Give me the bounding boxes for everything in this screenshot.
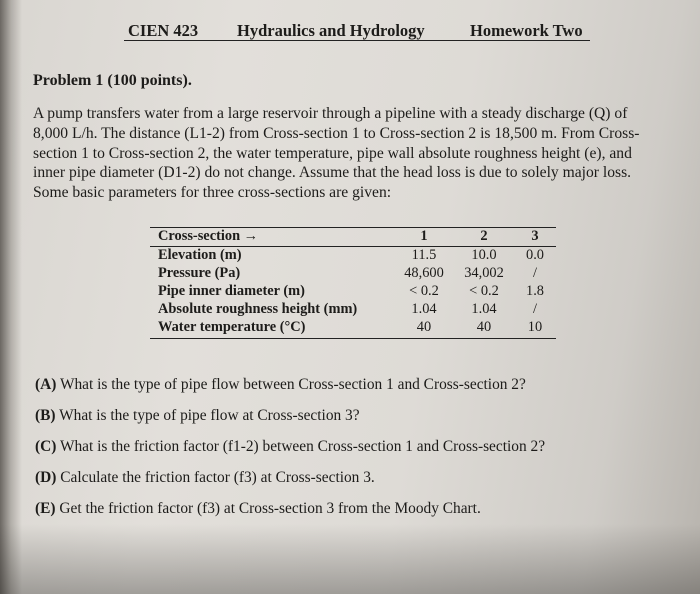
row-value: 1.8	[526, 283, 544, 299]
question-tag: (D)	[35, 469, 57, 486]
row-value: 1.04	[411, 301, 437, 317]
question-a	[35, 376, 526, 394]
header-section-2: 2	[480, 228, 488, 244]
question-tag: (C)	[35, 438, 57, 455]
row-value: 11.5	[411, 247, 437, 263]
statement-line: inner pipe diameter (D1-2) do not change. Assume that the head loss is due to solely major loss.	[33, 164, 632, 182]
problem-title: Problem 1 (100 points).	[33, 72, 192, 89]
row-label: Pipe inner diameter (m)	[158, 283, 305, 299]
row-value: 40	[476, 319, 492, 335]
row-value: 40	[416, 319, 432, 335]
question-d	[35, 469, 375, 487]
row-value: 0.0	[526, 247, 544, 263]
question-tag: (B)	[35, 407, 56, 424]
question-c	[35, 438, 545, 456]
header-section-1: 1	[420, 228, 428, 244]
question-tag: (E)	[35, 500, 56, 517]
row-value: 34,002	[464, 265, 504, 281]
question-e	[35, 500, 481, 518]
table-row	[150, 247, 556, 265]
page-shadow-bottom	[0, 524, 700, 594]
table-header-row	[150, 228, 556, 246]
homework-title: Homework Two	[470, 21, 583, 40]
statement-line: Some basic parameters for three cross-sections are given:	[33, 184, 392, 202]
statement-line: A pump transfers water from a large reservoir through a pipeline with a steady discharge (Q) of	[33, 105, 628, 122]
row-label: Elevation (m)	[158, 247, 242, 263]
table-bottom-rule	[150, 338, 556, 339]
header-section-3: 3	[531, 228, 539, 244]
statement-line: 8,000 L/h. The distance (L1-2) from Cross-section 1 to Cross-section 2 is 18,500 m. From Cross-	[33, 124, 640, 142]
question-text: Get the friction factor (f3) at Cross-section 3 from the Moody Chart.	[59, 500, 481, 517]
header-label: Cross-section →	[158, 228, 259, 244]
page-header	[0, 18, 700, 46]
row-label: Absolute roughness height (mm)	[158, 301, 358, 317]
question-text: What is the type of pipe flow at Cross-section 3?	[59, 407, 360, 424]
row-label: Pressure (Pa)	[158, 265, 241, 281]
question-text: Calculate the friction factor (f3) at Cross-section 3.	[60, 469, 375, 486]
row-value: 1.04	[471, 301, 497, 317]
question-tag: (A)	[35, 376, 57, 393]
table-row	[150, 265, 556, 283]
header-underline	[124, 40, 590, 41]
row-value: < 0.2	[469, 283, 499, 299]
row-value: 10.0	[471, 247, 497, 263]
table-row	[150, 319, 556, 337]
statement-line: section 1 to Cross-section 2, the water temperature, pipe wall absolute roughness height (e), and	[33, 144, 632, 162]
table-row	[150, 301, 556, 319]
row-value: /	[533, 265, 537, 281]
page-shadow-left	[0, 0, 22, 594]
table-row	[150, 283, 556, 301]
row-value: 48,600	[404, 265, 444, 281]
row-label: Water temperature (°C)	[158, 319, 306, 335]
row-value: /	[533, 301, 537, 317]
question-b	[35, 407, 360, 425]
question-text: What is the type of pipe flow between Cross-section 1 and Cross-section 2?	[59, 376, 526, 393]
problem-statement	[33, 104, 673, 203]
course-code: CIEN 423	[128, 21, 199, 40]
row-value: < 0.2	[409, 283, 439, 299]
question-text: What is the friction factor (f1-2) between Cross-section 1 and Cross-section 2?	[59, 438, 546, 455]
row-value: 10	[527, 319, 543, 335]
course-subject: Hydraulics and Hydrology	[237, 21, 425, 40]
